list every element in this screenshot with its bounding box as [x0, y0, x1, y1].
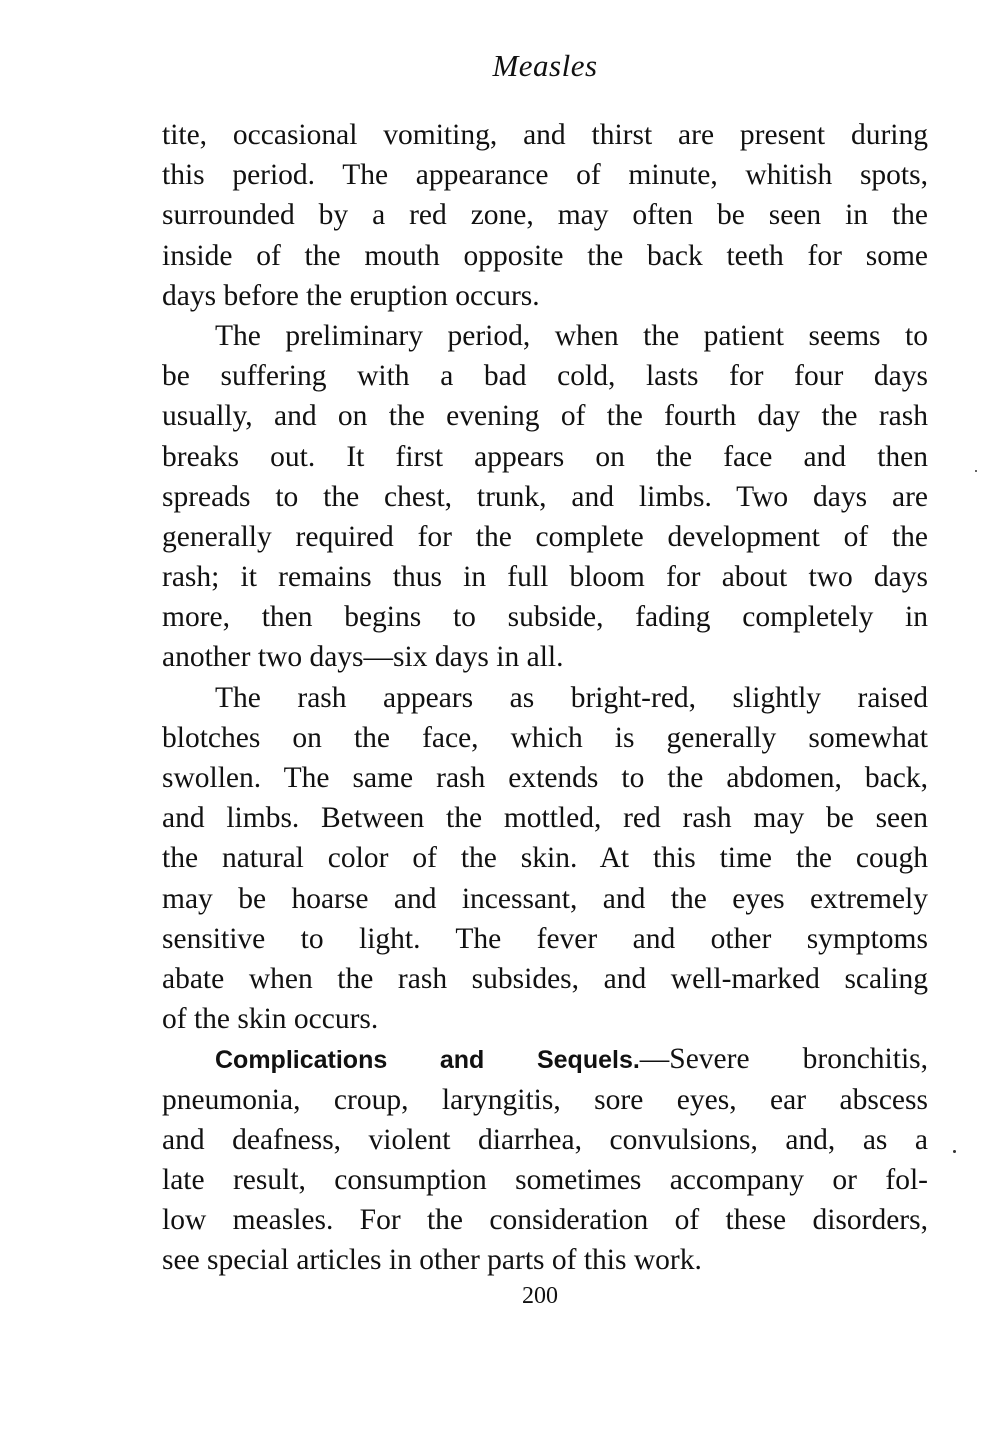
text-line: may be hoarse and incessant, and the eyes extremely — [162, 882, 928, 915]
page-number: 200 — [522, 1283, 558, 1309]
text-line: swollen. The same rash extends to the abdomen, back, — [162, 762, 928, 794]
text-line: pneumonia, croup, laryngitis, sore eyes, ear abscess — [162, 1083, 928, 1116]
scan-speck — [953, 1150, 956, 1153]
running-header: Measles — [492, 48, 598, 83]
text-line: rash; it remains thus in full bloom for about two days — [162, 561, 928, 594]
scan-speck — [975, 470, 977, 472]
text-line: sensitive to light. The fever and other symptoms — [162, 922, 928, 955]
text-line: breaks out. It first appears on the face and then — [162, 440, 928, 473]
text-line: spreads to the chest, trunk, and limbs. Two days are — [162, 480, 928, 513]
text-line: see special articles in other parts of this work. — [162, 1244, 702, 1277]
text-line: the natural color of the skin. At this time the cough — [162, 842, 928, 875]
text-line: The rash appears as bright-red, slightly raised — [215, 681, 928, 714]
body-text — [162, 115, 928, 1280]
text-line: more, then begins to subside, fading completely in — [162, 601, 928, 634]
text-line: tite, occasional vomiting, and thirst are present during — [162, 119, 928, 151]
text-line: days before the eruption occurs. — [162, 279, 540, 312]
text-line: The preliminary period, when the patient seems to — [215, 319, 928, 352]
text-line: surrounded by a red zone, may often be seen in the — [162, 199, 928, 232]
text-line: and limbs. Between the mottled, red rash may be seen — [162, 802, 928, 835]
text-line: this period. The appearance of minute, whitish spots, — [162, 159, 928, 192]
text-line: and deafness, violent diarrhea, convulsions, and, as a — [162, 1123, 928, 1156]
text-line: usually, and on the evening of the fourth day the rash — [162, 400, 928, 433]
text-line: generally required for the complete development of the — [162, 520, 928, 553]
text-line: abate when the rash subsides, and well-marked scaling — [162, 962, 928, 995]
text-line: another two days—six days in all. — [162, 641, 564, 674]
section-heading: Complications and Sequels. — [215, 1046, 640, 1075]
text-line — [162, 1039, 928, 1079]
line-text: —Severe bronchitis, — [639, 1043, 928, 1076]
text-line: be suffering with a bad cold, lasts for four days — [162, 360, 928, 393]
text-line: of the skin occurs. — [162, 1003, 379, 1036]
text-line: inside of the mouth opposite the back teeth for some — [162, 239, 928, 272]
text-line: blotches on the face, which is generally somewhat — [162, 721, 928, 754]
text-line: late result, consumption sometimes accompany or fol- — [162, 1163, 928, 1196]
text-line: low measles. For the consideration of these disorders, — [162, 1204, 928, 1237]
